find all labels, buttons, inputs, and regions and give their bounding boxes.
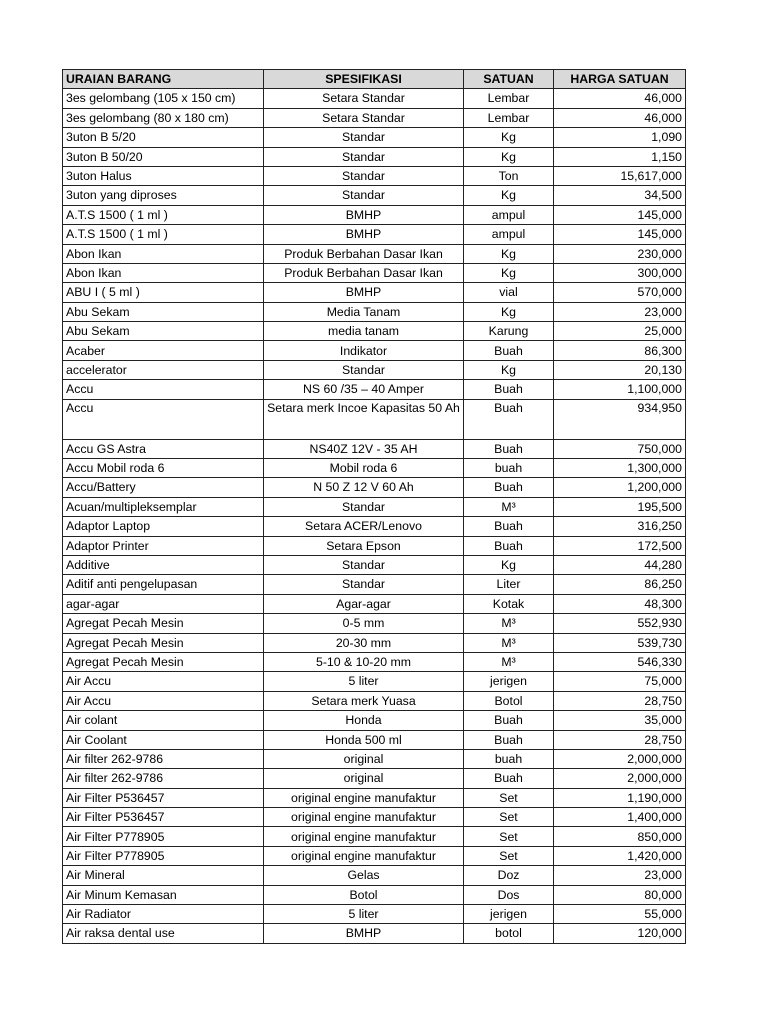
cell-price: 1,150 xyxy=(554,147,686,166)
table-row xyxy=(63,575,686,594)
cell-spec: Setara merk Incoe Kapasitas 50 Ah xyxy=(264,399,464,439)
cell-spec: 20-30 mm xyxy=(264,633,464,652)
cell-spec: BMHP xyxy=(264,283,464,302)
cell-spec: Standar xyxy=(264,166,464,185)
cell-unit: Buah xyxy=(464,380,554,399)
table-row xyxy=(63,439,686,458)
cell-price: 1,200,000 xyxy=(554,478,686,497)
cell-price: 934,950 xyxy=(554,399,686,439)
cell-unit: Set xyxy=(464,846,554,865)
cell-spec: BMHP xyxy=(264,924,464,943)
table-row xyxy=(63,459,686,478)
cell-item: 3uton B 5/20 xyxy=(63,128,264,147)
header-price: HARGA SATUAN xyxy=(554,70,686,89)
cell-item: 3es gelombang (80 x 180 cm) xyxy=(63,108,264,127)
cell-price: 15,617,000 xyxy=(554,166,686,185)
table-row xyxy=(63,594,686,613)
cell-price: 546,330 xyxy=(554,652,686,671)
cell-unit: buah xyxy=(464,749,554,768)
cell-spec: original xyxy=(264,749,464,768)
table-row xyxy=(63,244,686,263)
cell-unit: Kg xyxy=(464,186,554,205)
cell-price: 1,420,000 xyxy=(554,846,686,865)
table-row xyxy=(63,341,686,360)
cell-spec: NS40Z 12V - 35 AH xyxy=(264,439,464,458)
cell-unit: Set xyxy=(464,788,554,807)
table-row xyxy=(63,166,686,185)
cell-spec: 5 liter xyxy=(264,672,464,691)
table-row xyxy=(63,283,686,302)
cell-spec: Produk Berbahan Dasar Ikan xyxy=(264,244,464,263)
cell-spec: Media Tanam xyxy=(264,302,464,321)
cell-spec: media tanam xyxy=(264,322,464,341)
cell-price: 75,000 xyxy=(554,672,686,691)
cell-item: Abu Sekam xyxy=(63,302,264,321)
table-row xyxy=(63,711,686,730)
cell-unit: Kg xyxy=(464,555,554,574)
table-row xyxy=(63,555,686,574)
cell-item: accelerator xyxy=(63,360,264,379)
cell-price: 145,000 xyxy=(554,205,686,224)
cell-price: 80,000 xyxy=(554,885,686,904)
cell-price: 316,250 xyxy=(554,517,686,536)
cell-unit: Buah xyxy=(464,478,554,497)
cell-spec: Agar-agar xyxy=(264,594,464,613)
cell-price: 86,300 xyxy=(554,341,686,360)
table-row xyxy=(63,322,686,341)
cell-price: 230,000 xyxy=(554,244,686,263)
cell-unit: Buah xyxy=(464,517,554,536)
cell-item: Adaptor Laptop xyxy=(63,517,264,536)
cell-spec: Standar xyxy=(264,186,464,205)
table-row xyxy=(63,205,686,224)
cell-price: 195,500 xyxy=(554,497,686,516)
table-row xyxy=(63,536,686,555)
cell-spec: Setara ACER/Lenovo xyxy=(264,517,464,536)
cell-spec: Honda xyxy=(264,711,464,730)
cell-item: Accu Mobil roda 6 xyxy=(63,459,264,478)
cell-price: 25,000 xyxy=(554,322,686,341)
table-row xyxy=(63,478,686,497)
cell-unit: Kg xyxy=(464,147,554,166)
cell-spec: Setara merk Yuasa xyxy=(264,691,464,710)
cell-unit: Liter xyxy=(464,575,554,594)
table-row xyxy=(63,186,686,205)
cell-spec: Standar xyxy=(264,360,464,379)
cell-unit: Doz xyxy=(464,866,554,885)
cell-unit: jerigen xyxy=(464,672,554,691)
cell-unit: Set xyxy=(464,827,554,846)
table-row xyxy=(63,866,686,885)
cell-spec: 0-5 mm xyxy=(264,614,464,633)
cell-spec: N 50 Z 12 V 60 Ah xyxy=(264,478,464,497)
cell-item: Acaber xyxy=(63,341,264,360)
cell-price: 750,000 xyxy=(554,439,686,458)
cell-price: 120,000 xyxy=(554,924,686,943)
cell-spec: Standar xyxy=(264,497,464,516)
cell-item: Accu GS Astra xyxy=(63,439,264,458)
cell-item: 3es gelombang (105 x 150 cm) xyxy=(63,89,264,108)
table-row xyxy=(63,108,686,127)
cell-unit: M³ xyxy=(464,652,554,671)
cell-price: 145,000 xyxy=(554,225,686,244)
cell-item: Abu Sekam xyxy=(63,322,264,341)
table-row xyxy=(63,263,686,282)
cell-price: 28,750 xyxy=(554,691,686,710)
cell-unit: Buah xyxy=(464,399,554,439)
cell-item: Air Accu xyxy=(63,691,264,710)
cell-price: 34,500 xyxy=(554,186,686,205)
cell-item: Abon Ikan xyxy=(63,244,264,263)
cell-item: Air Coolant xyxy=(63,730,264,749)
table-row xyxy=(63,749,686,768)
cell-spec: BMHP xyxy=(264,205,464,224)
table-row xyxy=(63,808,686,827)
cell-spec: Mobil roda 6 xyxy=(264,459,464,478)
cell-spec: original engine manufaktur xyxy=(264,788,464,807)
cell-price: 539,730 xyxy=(554,633,686,652)
cell-price: 552,930 xyxy=(554,614,686,633)
cell-item: Accu xyxy=(63,399,264,439)
cell-price: 86,250 xyxy=(554,575,686,594)
cell-item: Air Mineral xyxy=(63,866,264,885)
cell-spec: BMHP xyxy=(264,225,464,244)
cell-spec: Setara Epson xyxy=(264,536,464,555)
table-row xyxy=(63,380,686,399)
table-row xyxy=(63,769,686,788)
cell-price: 850,000 xyxy=(554,827,686,846)
cell-price: 46,000 xyxy=(554,89,686,108)
cell-item: Air Accu xyxy=(63,672,264,691)
cell-price: 570,000 xyxy=(554,283,686,302)
cell-spec: NS 60 /35 – 40 Amper xyxy=(264,380,464,399)
table-row xyxy=(63,672,686,691)
table-row xyxy=(63,128,686,147)
cell-unit: Kg xyxy=(464,360,554,379)
cell-unit: Lembar xyxy=(464,89,554,108)
cell-unit: M³ xyxy=(464,614,554,633)
cell-unit: botol xyxy=(464,924,554,943)
cell-price: 1,400,000 xyxy=(554,808,686,827)
cell-item: Air Radiator xyxy=(63,905,264,924)
cell-item: Air colant xyxy=(63,711,264,730)
table-row xyxy=(63,924,686,943)
cell-unit: Kotak xyxy=(464,594,554,613)
table-row xyxy=(63,827,686,846)
cell-spec: original engine manufaktur xyxy=(264,827,464,846)
cell-price: 48,300 xyxy=(554,594,686,613)
cell-spec: original engine manufaktur xyxy=(264,808,464,827)
cell-unit: Buah xyxy=(464,536,554,555)
header-unit: SATUAN xyxy=(464,70,554,89)
cell-item: Additive xyxy=(63,555,264,574)
cell-unit: Buah xyxy=(464,769,554,788)
cell-item: Air filter 262-9786 xyxy=(63,749,264,768)
cell-item: Air Filter P778905 xyxy=(63,846,264,865)
cell-unit: ampul xyxy=(464,205,554,224)
cell-unit: Lembar xyxy=(464,108,554,127)
cell-item: Acuan/multipleksemplar xyxy=(63,497,264,516)
cell-price: 300,000 xyxy=(554,263,686,282)
cell-unit: Kg xyxy=(464,128,554,147)
table-row xyxy=(63,89,686,108)
cell-item: Air Filter P536457 xyxy=(63,788,264,807)
cell-unit: buah xyxy=(464,459,554,478)
cell-spec: Indikator xyxy=(264,341,464,360)
cell-item: Accu xyxy=(63,380,264,399)
table-row xyxy=(63,399,686,439)
header-spec: SPESIFIKASI xyxy=(264,70,464,89)
cell-spec: Standar xyxy=(264,128,464,147)
cell-spec: Gelas xyxy=(264,866,464,885)
cell-unit: M³ xyxy=(464,497,554,516)
cell-spec: Produk Berbahan Dasar Ikan xyxy=(264,263,464,282)
cell-price: 2,000,000 xyxy=(554,769,686,788)
table-row xyxy=(63,633,686,652)
cell-item: Agregat Pecah Mesin xyxy=(63,633,264,652)
cell-price: 46,000 xyxy=(554,108,686,127)
cell-spec: Botol xyxy=(264,885,464,904)
cell-unit: Ton xyxy=(464,166,554,185)
cell-unit: Kg xyxy=(464,263,554,282)
cell-item: Adaptor Printer xyxy=(63,536,264,555)
cell-item: Aditif anti pengelupasan xyxy=(63,575,264,594)
cell-spec: Standar xyxy=(264,575,464,594)
cell-price: 23,000 xyxy=(554,866,686,885)
cell-price: 1,300,000 xyxy=(554,459,686,478)
cell-price: 35,000 xyxy=(554,711,686,730)
cell-item: Air Minum Kemasan xyxy=(63,885,264,904)
cell-spec: 5-10 & 10-20 mm xyxy=(264,652,464,671)
table-row xyxy=(63,147,686,166)
cell-unit: Dos xyxy=(464,885,554,904)
table-row xyxy=(63,360,686,379)
table-row xyxy=(63,497,686,516)
cell-spec: Setara Standar xyxy=(264,89,464,108)
table-row xyxy=(63,730,686,749)
cell-item: A.T.S 1500 ( 1 ml ) xyxy=(63,225,264,244)
cell-item: Accu/Battery xyxy=(63,478,264,497)
cell-unit: vial xyxy=(464,283,554,302)
cell-price: 2,000,000 xyxy=(554,749,686,768)
table-header-row xyxy=(63,70,686,89)
table-row xyxy=(63,905,686,924)
cell-unit: M³ xyxy=(464,633,554,652)
cell-unit: Karung xyxy=(464,322,554,341)
cell-unit: Buah xyxy=(464,711,554,730)
cell-unit: Buah xyxy=(464,730,554,749)
table-row xyxy=(63,691,686,710)
cell-spec: Honda 500 ml xyxy=(264,730,464,749)
table-row xyxy=(63,614,686,633)
cell-item: 3uton B 50/20 xyxy=(63,147,264,166)
table-row xyxy=(63,652,686,671)
cell-item: Abon Ikan xyxy=(63,263,264,282)
cell-item: A.T.S 1500 ( 1 ml ) xyxy=(63,205,264,224)
table-body xyxy=(63,89,686,943)
cell-price: 55,000 xyxy=(554,905,686,924)
cell-price: 20,130 xyxy=(554,360,686,379)
cell-item: Agregat Pecah Mesin xyxy=(63,614,264,633)
cell-price: 1,190,000 xyxy=(554,788,686,807)
cell-price: 28,750 xyxy=(554,730,686,749)
cell-spec: 5 liter xyxy=(264,905,464,924)
cell-unit: Kg xyxy=(464,302,554,321)
price-table xyxy=(62,69,686,944)
cell-price: 44,280 xyxy=(554,555,686,574)
cell-spec: original xyxy=(264,769,464,788)
cell-unit: jerigen xyxy=(464,905,554,924)
cell-spec: original engine manufaktur xyxy=(264,846,464,865)
table-row xyxy=(63,302,686,321)
cell-price: 1,100,000 xyxy=(554,380,686,399)
table-row xyxy=(63,788,686,807)
cell-unit: ampul xyxy=(464,225,554,244)
cell-unit: Buah xyxy=(464,439,554,458)
cell-unit: Kg xyxy=(464,244,554,263)
cell-spec: Setara Standar xyxy=(264,108,464,127)
cell-price: 172,500 xyxy=(554,536,686,555)
cell-item: Air filter 262-9786 xyxy=(63,769,264,788)
header-item: URAIAN BARANG xyxy=(63,70,264,89)
table-row xyxy=(63,225,686,244)
cell-spec: Standar xyxy=(264,147,464,166)
cell-item: ABU I ( 5 ml ) xyxy=(63,283,264,302)
cell-item: agar-agar xyxy=(63,594,264,613)
cell-spec: Standar xyxy=(264,555,464,574)
cell-unit: Botol xyxy=(464,691,554,710)
cell-price: 1,090 xyxy=(554,128,686,147)
table-row xyxy=(63,846,686,865)
cell-unit: Set xyxy=(464,808,554,827)
price-list-sheet xyxy=(62,69,685,944)
cell-price: 23,000 xyxy=(554,302,686,321)
table-row xyxy=(63,517,686,536)
cell-item: Air Filter P536457 xyxy=(63,808,264,827)
cell-item: Agregat Pecah Mesin xyxy=(63,652,264,671)
cell-unit: Buah xyxy=(464,341,554,360)
table-row xyxy=(63,885,686,904)
cell-item: 3uton Halus xyxy=(63,166,264,185)
cell-item: Air raksa dental use xyxy=(63,924,264,943)
cell-item: Air Filter P778905 xyxy=(63,827,264,846)
cell-item: 3uton yang diproses xyxy=(63,186,264,205)
